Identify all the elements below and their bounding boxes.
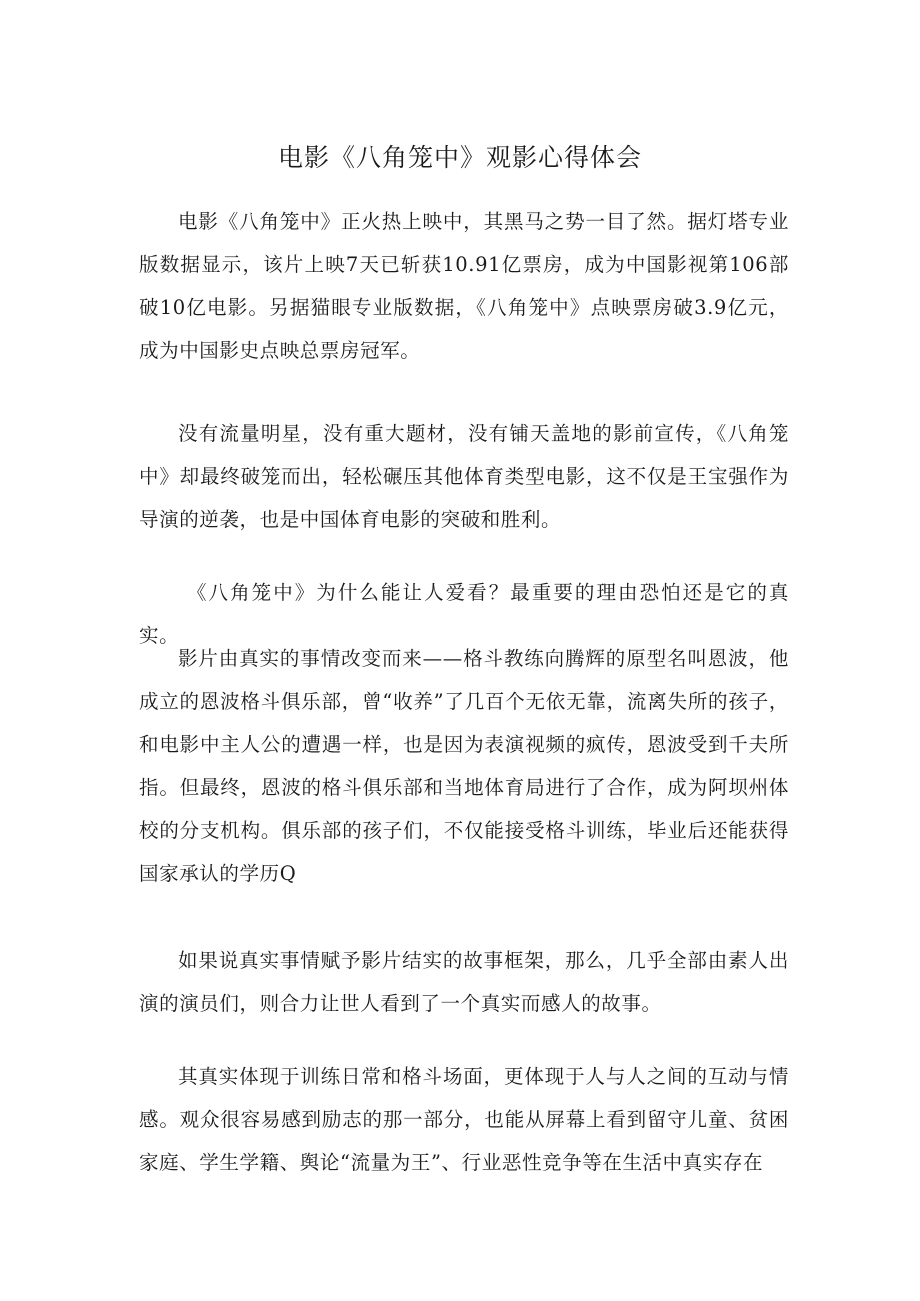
paragraph-question: 《八角笼中》为什么能让人爱看？最重要的理由恐怕还是它的真实。 bbox=[139, 581, 789, 647]
paragraph-true-story: 影片由真实的事情改变而来——格斗教练向腾辉的原型名叫恩波，他成立的恩波格斗俱乐部，曾“收养”了几百个无依无靠，流离失所的孩子，和电影中主人公的遭遇一样，也是因为表演视频的疯传，恩波受到千夫所指。但最终，恩波的格斗俱乐部和当地体育局进行了合作，成为阿坝州体校的分支机构。俱乐部的孩子们，不仅能接受格斗训练，毕业后还能获得国家承认的学历Q bbox=[139, 647, 789, 885]
paragraph-breakthrough: 没有流量明星，没有重大题材，没有铺天盖地的影前宣传，《八角笼中》却最终破笼而出，轻松碾压其他体育类型电影，这不仅是王宝强作为导演的逆袭，也是中国体育电影的突破和胜利。 bbox=[139, 422, 789, 531]
paragraph-box-office: 电影《八角笼中》正火热上映中，其黑马之势一目了然。据灯塔专业版数据显示，该片上映7天已斩获10.91亿票房，成为中国影视第106部破10亿电影。另据猫眼专业版数据，《八角笼中》点映票房破3.9亿元，成为中国影史点映总票房冠军。 bbox=[139, 210, 789, 362]
paragraph-realism: 其真实体现于训练日常和格斗场面，更体现于人与人之间的互动与情感。观众很容易感到励志的那一部分，也能从屏幕上看到留守儿童、贫困家庭、学生学籍、舆论“流量为王”、行业恶性竞争等在生活中真实存在 bbox=[139, 1065, 789, 1174]
paragraph-amateur-actors: 如果说真实事情赋予影片结实的故事框架，那么，几乎全部由素人出演的演员们，则合力让世人看到了一个真实而感人的故事。 bbox=[139, 949, 789, 1015]
document-title: 电影《八角笼中》观影心得体会 bbox=[277, 143, 642, 172]
